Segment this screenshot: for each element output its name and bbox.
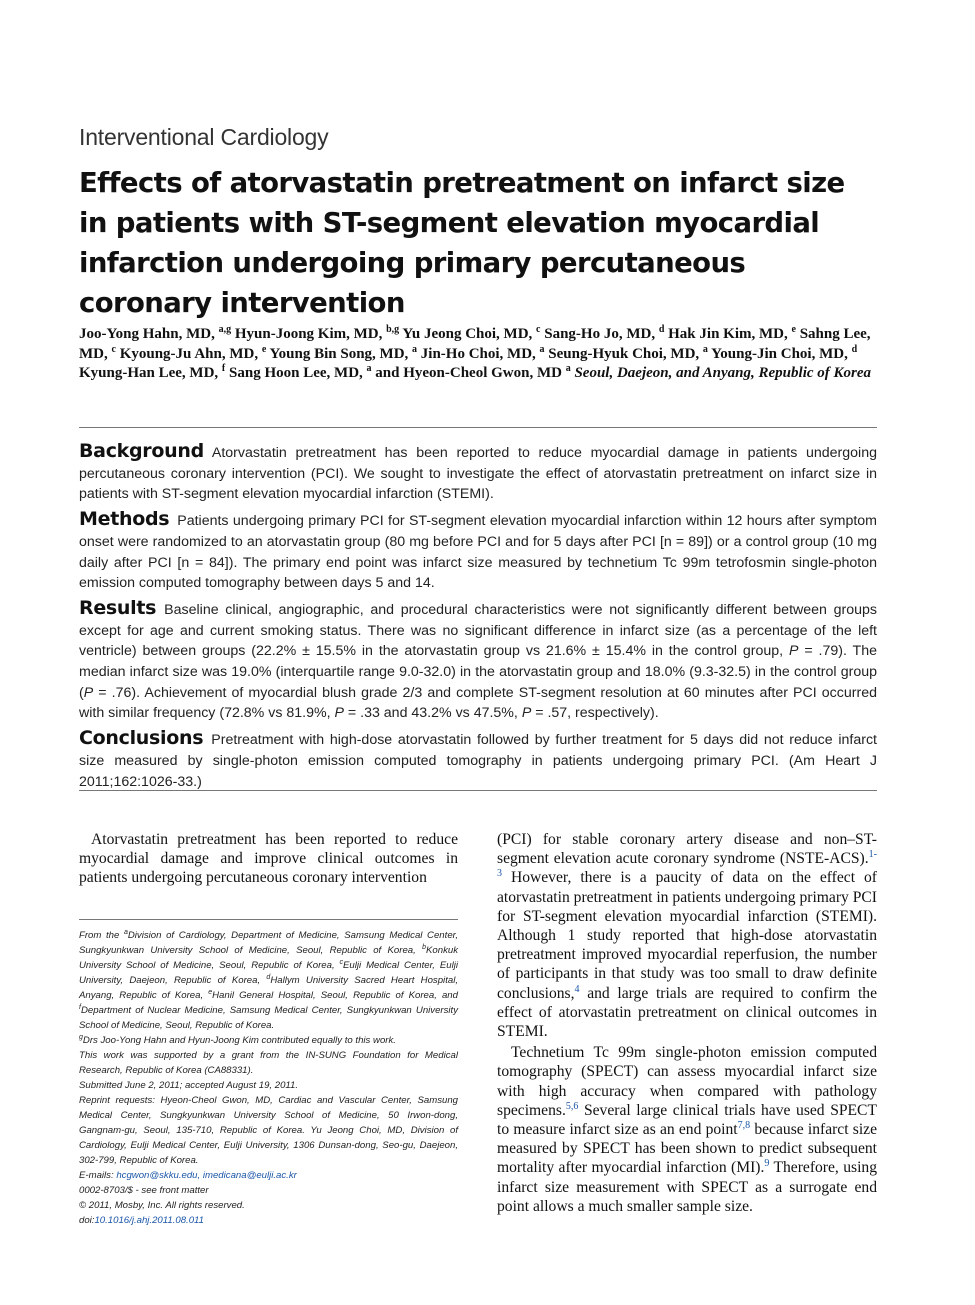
citation-link[interactable]: 1-3 <box>497 849 877 880</box>
author-name: Yu Jeong Choi, MD, <box>402 326 533 342</box>
footnote-submitted: Submitted June 2, 2011; accepted August 19, 2011. <box>79 1080 299 1091</box>
body-paragraph-2 <box>497 1043 877 1216</box>
section-label: Interventional Cardiology <box>79 124 329 150</box>
aff-sup: b <box>422 943 426 951</box>
aff-sup: c <box>339 958 344 966</box>
abstract-methods <box>79 509 877 594</box>
aff-sup: a <box>123 928 128 936</box>
footnote-equal-contribution <box>79 1033 458 1048</box>
author-name: Seung-Hyuk Choi, MD, <box>548 345 700 362</box>
p-value-label: P <box>788 643 799 660</box>
author-affiliation-sup: a <box>366 363 372 374</box>
author-name: and Hyeon-Cheol Gwon, MD <box>375 365 562 381</box>
p-value-label: P <box>521 705 532 722</box>
citation-link[interactable]: 5,6 <box>565 1100 579 1112</box>
footnote-emails <box>79 1168 458 1183</box>
author-name: Joo-Yong Hahn, MD, <box>79 326 215 342</box>
author-list <box>79 325 879 384</box>
emails-label: E-mails: <box>79 1170 117 1181</box>
aff-d: Hallym University Sacred Heart Hospital, Anyang, Republic of Korea, <box>79 975 458 1001</box>
p-value-label: P <box>334 705 344 722</box>
author-affiliation-sup: a <box>565 363 571 374</box>
aff-sup: f <box>79 1003 81 1011</box>
footnote-from: From the <box>79 930 124 941</box>
intro-paragraph-left: Atorvastatin pretreatment has been reported to reduce myocardial damage and improve clinical outcomes in patients undergoing percutaneous coronary intervention <box>79 831 458 887</box>
results-text-4: = .33 and 43.2% vs 47.5%, <box>343 705 522 722</box>
body-text: Several large clinical trials have used SPECT to measure infarct size as an end point <box>497 1101 877 1139</box>
footnote-affiliations <box>79 928 458 1033</box>
doi-link[interactable]: 10.1016/j.ahj.2011.08.011 <box>94 1215 205 1226</box>
author-affiliation-sup: c <box>111 343 116 355</box>
abstract-results <box>79 598 877 724</box>
body-text: Technetium Tc 99m single-photon emission computed tomography (SPECT) can assess myocardial infarct size with high accuracy when compared with pathology specimens. <box>497 1044 877 1119</box>
abstract-bottom-rule <box>79 790 877 791</box>
aff-b: Konkuk University School of Medicine, Seoul, Republic of Korea, <box>79 945 458 971</box>
doi-label: doi: <box>79 1215 95 1226</box>
author-affiliation-sup: e <box>791 324 796 335</box>
author-name: Hyun-Joong Kim, MD, <box>234 326 383 342</box>
author-name: Sang-Ho Jo, MD, <box>544 326 656 342</box>
aff-c: Eulji Medical Center, Eulji University, Daejeon, Republic of Korea, <box>79 960 458 986</box>
citation-link[interactable]: 4 <box>574 983 580 995</box>
body-text: (PCI) for stable coronary artery disease and non–ST-segment elevation acute coronary syndrome (NSTE-ACS). <box>497 831 877 868</box>
author-name: Young-Jin Choi, MD, <box>711 345 848 362</box>
footnote-copyright: © 2011, Mosby, Inc. All rights reserved. <box>79 1200 245 1211</box>
background-heading: Background <box>79 440 204 462</box>
author-affiliation-sup: a <box>412 343 418 355</box>
body-right-column <box>497 830 877 1216</box>
footnote-support: This work was supported by a grant from the IN-SUNG Foundation for Medical Research, Republic of Korea (CA88331). <box>79 1050 458 1076</box>
footnote-reprint: Reprint requests: Hyeon-Cheol Gwon, MD, Cardiac and Vascular Center, Samsung Medical Center, Sungkyunkwan University School of Medicine, 50 Irwon-dong, Gangnam-gu, Seoul, 135-710, Republic of Korea. Yu Jeong Choi, MD, Division of Cardiology, Eulji Medical Center, Eulji University, 1306 Dunsan-dong, Seo-gu, Daejeon, 302-799, Republic of Korea. <box>79 1095 458 1166</box>
aff-sup: g <box>79 1033 83 1041</box>
p-value-label: P <box>83 684 94 701</box>
footnote-rule <box>79 919 458 920</box>
author-affiliation-sup: a <box>539 343 545 355</box>
author-name: Sang Hoon Lee, MD, <box>229 365 363 381</box>
author-name: Sahng Lee, MD, <box>79 326 871 362</box>
author-name: Hak Jin Kim, MD, <box>668 326 788 342</box>
results-heading: Results <box>79 596 157 619</box>
body-text: Therefore, using infarct size measurement with SPECT as a surrogate end point allows a much smaller sample size. <box>497 1159 877 1215</box>
author-affiliation-sup: d <box>658 324 665 335</box>
emails-link[interactable]: hcgwon@skku.edu, imedicana@eulji.ac.kr <box>116 1170 297 1181</box>
citation-link[interactable]: 9 <box>764 1158 770 1170</box>
footnote-doi <box>79 1213 458 1228</box>
aff-f: Department of Nuclear Medicine, Samsung Medical Center, Sungkyunkwan University School of Medicine, Seoul, Republic of Korea. <box>79 1005 458 1031</box>
abstract-background <box>79 441 877 505</box>
body-text: and large trials are required to confirm the effect of atorvastatin pretreatment on clinical outcomes in STEMI. <box>497 984 877 1041</box>
citation-link[interactable]: 7,8 <box>737 1119 751 1131</box>
methods-text: Patients undergoing primary PCI for ST-segment elevation myocardial infarction within 12 hours after symptom onset were randomized to an atorvastatin group (80 mg before PCI and for 5 days after PCI [n = 89]) or a control group (10 mg daily after PCI [n = 84]). The primary end point was infarct size measured by technetium Tc 99m tetrofosmin single-photon emission computed tomography between days 5 and 14. <box>79 513 877 592</box>
abstract <box>79 441 877 796</box>
author-name: Kyung-Han Lee, MD, <box>79 365 219 381</box>
aff-e: Hanil General Hospital, Seoul, Republic of Korea, and <box>212 990 458 1001</box>
body-text: because infarct size measured by SPECT has been shown to predict subsequent mortality after myocardial infarction (MI). <box>497 1121 877 1177</box>
equal-contribution-text: Drs Joo-Yong Hahn and Hyun-Joong Kim contributed equally to this work. <box>82 1035 396 1046</box>
body-paragraph-1 <box>497 830 877 1041</box>
author-affiliation-sup: e <box>261 343 267 355</box>
conclusions-text: Pretreatment with high-dose atorvastatin followed by further treatment for 5 days did not reduce infarct size measured by single-photon emission computed tomography in patients undergoing primary PCI. (Am Heart J 2011;162:1026-33.) <box>79 732 877 790</box>
conclusions-heading: Conclusions <box>79 727 204 750</box>
results-text-3: = .76). Achievement of myocardial blush grade 2/3 and complete ST-segment resolution at 60 minutes after PCI occurred with similar frequency (72.8% vs 81.9%, <box>79 684 877 722</box>
results-text-1: Baseline clinical, angiographic, and procedural characteristics were not significantly different between groups except for age and current smoking status. There was no significant difference in infarct size (as a percentage of the left ventricle) between groups (22.2% ± 15.5% in the atorvastatin group vs 21.6% ± 15.4% in the control group, <box>79 601 877 660</box>
abstract-conclusions <box>79 728 877 792</box>
aff-sup: e <box>208 988 213 996</box>
aff-a: Division of Cardiology, Department of Medicine, Samsung Medical Center, Sungkyunkwan University School of Medicine, Seoul, Republic of Korea, <box>79 930 458 956</box>
author-affiliation-sup: b,g <box>386 324 400 335</box>
author-location: Seoul, Daejeon, and Anyang, Republic of Korea <box>574 365 872 381</box>
article-title: Effects of atorvastatin pretreatment on infarct size in patients with ST-segment elevation myocardial infarction undergoing primary percutaneous coronary intervention <box>79 167 845 319</box>
author-affiliation-sup: d <box>851 343 858 355</box>
author-affiliation-sup: a <box>702 343 708 355</box>
author-name: Jin-Ho Choi, MD, <box>420 345 536 362</box>
author-name: Young Bin Song, MD, <box>269 345 409 362</box>
abstract-top-rule <box>79 427 877 428</box>
background-text: Atorvastatin pretreatment has been reported to reduce myocardial damage in patients undergoing percutaneous coronary intervention (PCI). We sought to investigate the effect of atorvastatin pretreatment on infarct size in patients with ST-segment elevation myocardial infarction (STEMI). <box>79 445 877 503</box>
author-name: Kyoung-Ju Ahn, MD, <box>119 345 259 362</box>
footnotes <box>79 928 458 1228</box>
results-text-5: = .57, respectively). <box>531 705 659 722</box>
author-affiliation-sup: a,g <box>218 324 232 335</box>
author-affiliation-sup: c <box>536 324 541 335</box>
methods-heading: Methods <box>79 508 170 531</box>
results-text-2: = .79). The median infarct size was 19.0% (interquartile range 9.0-32.0) in the atorvastatin group and 18.0% (9.3-32.5) in the control group ( <box>79 643 877 701</box>
aff-sup: d <box>266 973 271 981</box>
author-affiliation-sup: f <box>221 363 226 374</box>
footnote-issn: 0002-8703/$ - see front matter <box>79 1185 209 1196</box>
body-text: However, there is a paucity of data on the effect of atorvastatin pretreatment in patients undergoing primary PCI for ST-segment elevation myocardial infarction (STEMI). Although 1 study reported that high-dose atorvastatin pretreatment improved myocardial reperfusion, the number of participants in that study was too small to draw definite conclusions, <box>497 869 877 1002</box>
